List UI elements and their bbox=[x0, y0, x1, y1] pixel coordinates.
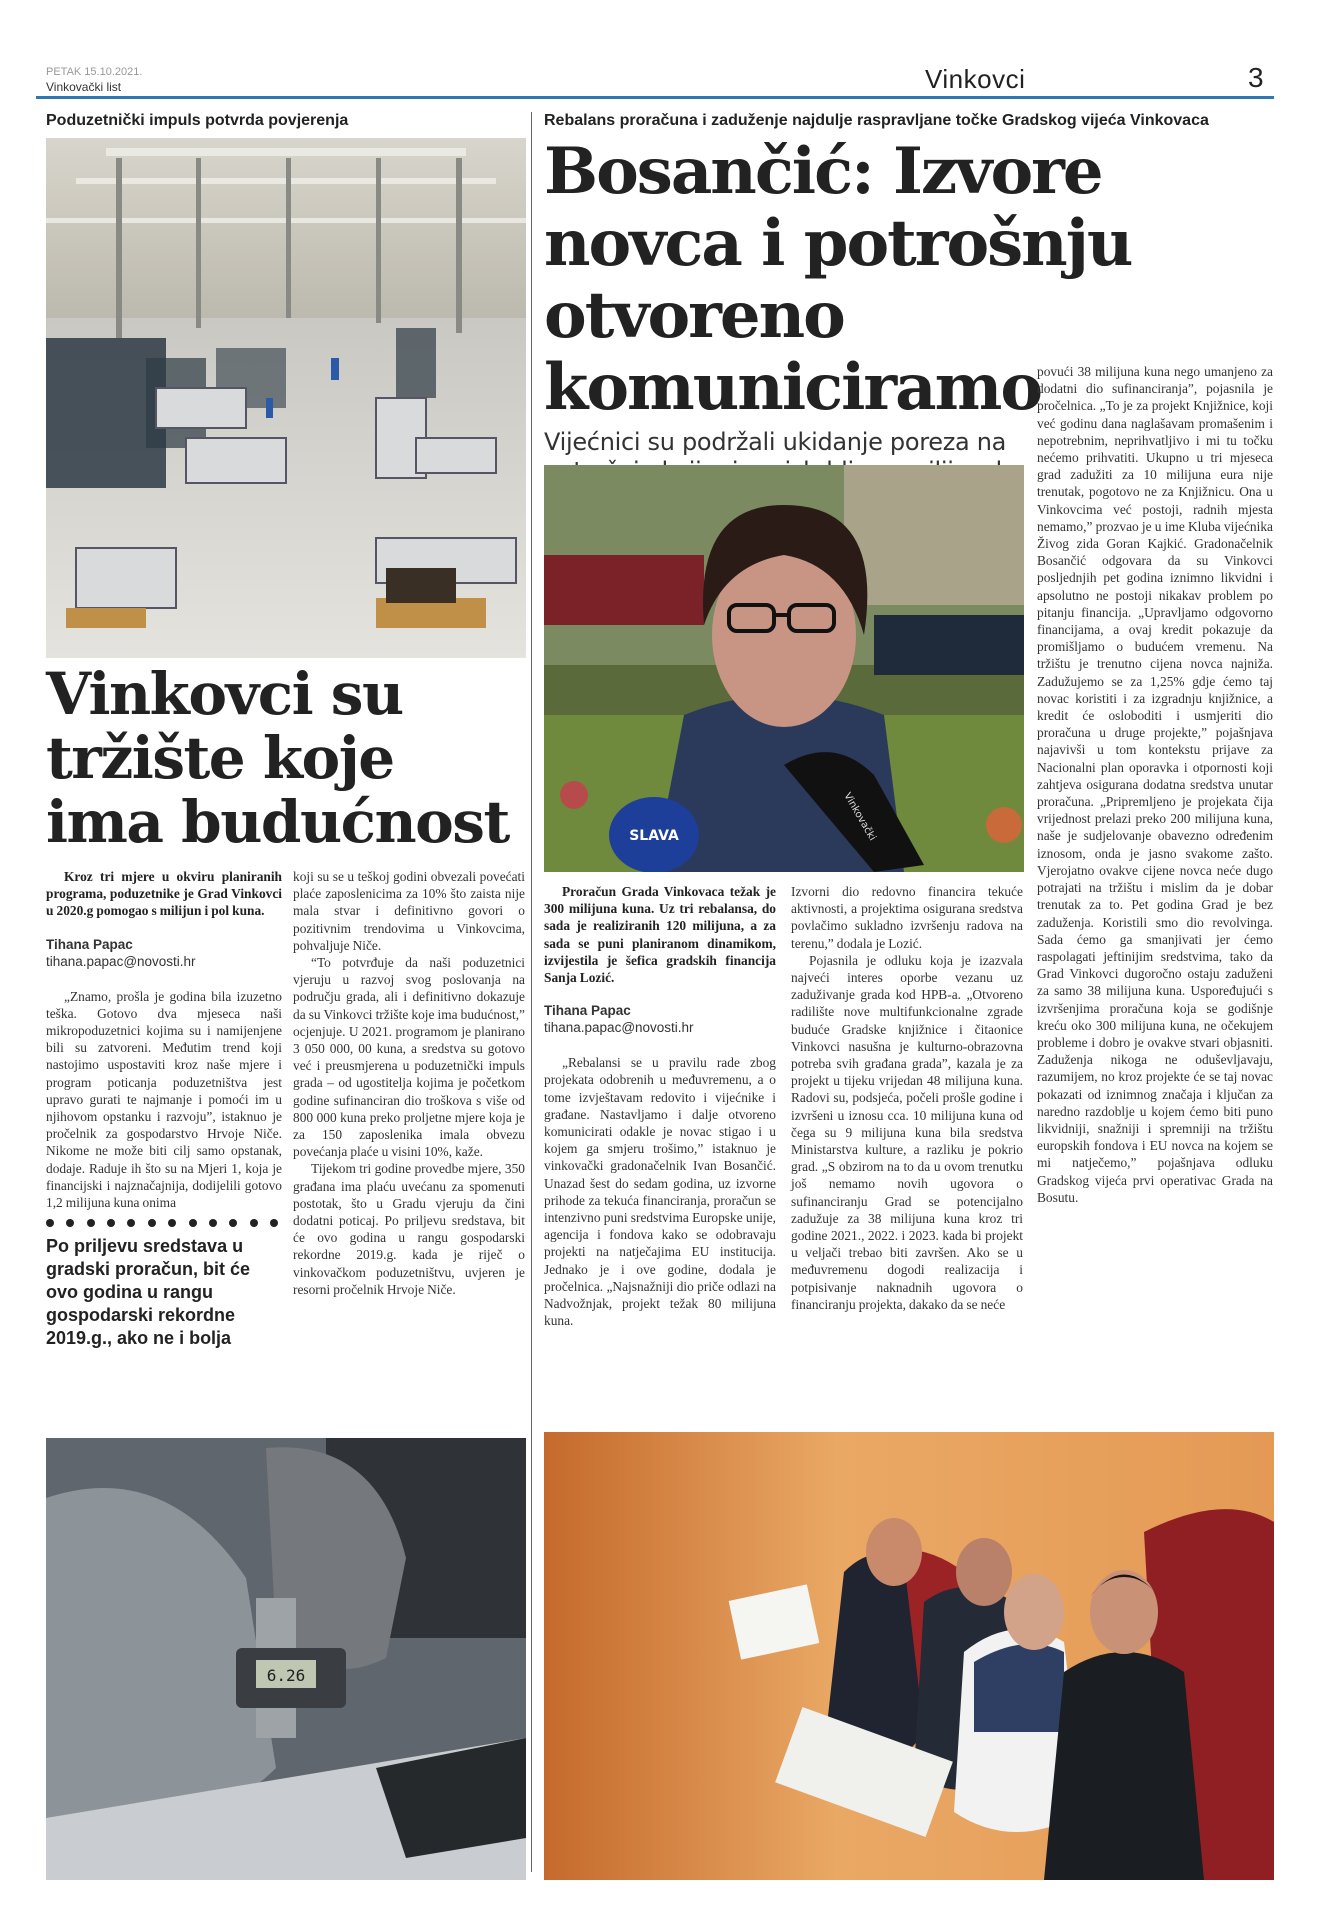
speaker-image bbox=[544, 465, 1024, 872]
left-author: Tihana Papac bbox=[46, 936, 133, 952]
right-title: Bosančić: Izvore novca i potrošnju otvoreno komuniciramo bbox=[544, 134, 1132, 425]
right-paragraph: Izvorni dio redovno financira tekuće aktivnosti, a projektima osigurana sredstva povlačimo sukladno izvršenju radova na terenu,” dodala je Lozić. bbox=[791, 884, 1023, 951]
council-image bbox=[544, 1432, 1274, 1880]
page-number: 3 bbox=[1248, 62, 1264, 93]
dotted-separator bbox=[46, 1219, 278, 1229]
left-col-2 bbox=[293, 868, 525, 1298]
speaker-photo bbox=[544, 465, 1024, 872]
council-photo bbox=[544, 1432, 1274, 1880]
mic-label-vinkovacki: Vinkovački bbox=[841, 791, 878, 843]
left-lead: Kroz tri mjere u okviru planiranih programa, poduzetnike je Grad Vinkovci u 2020.g pomogao s milijun i pol kuna. bbox=[46, 869, 282, 919]
right-paragraph: „Rebalansi se u pravilu rade zbog projekata odobrenih u međuvremenu, a o tome izvještavam redovito i vijećnike i građane. Nastavljamo i dalje otvoreno komunicirati odakle je novac stigao i u kojem ga smjeru trošimo,” istaknuo je vinkovački gradonačelnik Ivan Bosančić. Unazad šest do sedam godina, uz izvorne prihode za tekuća financiranja, proračun se intenzivno puni sredstvima Europske unije, agencija i fondova kako se odobravaju projekti na natječajima EU institucija. Jednako je i ove godine, dodala je pročelnica. „Najsnažniji dio priče odlazi na Nadvožnjak, projekt težak 80 milijuna kuna. bbox=[544, 1055, 776, 1329]
caliper-photo bbox=[46, 1438, 526, 1880]
left-paragraph: koji su se u teškoj godini obvezali povećati plaće zaposlenicima za 10% što zaista nije mala stvar i definitivno govori o pozitivnim trendovima u Vinkovcima, pohvaljuje Niče. bbox=[293, 869, 525, 953]
right-paragraph: Pojasnila je odluku koja je izazvala najveći interes oporbe vezanu uz zaduživanje grada kod HPB-a. „Otvoreno radilište nove multifunkcionalne zgrade buduće Gradske knjižnice i čitaonice Vinkovci nasušna je kulturno-obrazovna potreba svih građana grada”, kazala je za projekt u tijeku vrijedan 48 milijuna kuna. Radovi su, podsjeća, počeli prošle godine i izvršeni u iznosu cca. 10 milijuna kuna od čega su 9 milijuna kuna bila sredstva Ministarstva kulture, a razliku je pokrio grad. „S obzirom na to da u ovom trenutku još nemamo novih ugovora o sufinanciranju Grad se potencijalno zadužuje za 38 milijuna kuna kroz tri godine 2021., 2022. i 2023. kada bi projekt u veljači trebao biti završen. Ako se u međuvremenu dogodi realizacija i potpisivanje naknadnih ugovora o financiranju projekta, dakako da se neće bbox=[791, 952, 1023, 1312]
issue-date: PETAK 15.10.2021. bbox=[46, 66, 143, 78]
factory-photo bbox=[46, 138, 526, 658]
right-col-2 bbox=[791, 883, 1023, 1313]
right-author: Tihana Papac bbox=[544, 1003, 631, 1019]
caliper-readout: 6.26 bbox=[266, 1666, 306, 1685]
left-paragraph: „Znamo, prošla je godina bila izuzetno teška. Gotovo dva mjeseca naši mikropoduzetnici kojima su i namijenjene bili su zatvoreni. Međutim trend koji nastojimo uspostaviti kroz naše mjere i program poticanja poduzetništva jest upravo gurati te najmanje i pomoći im u njihovom opstanku i razvoju”, istaknuo je pročelnik za gospodarstvo Hrvoje Niče. Nikome ne može biti cilj samo opstanak, dodaje. Raduje ih što su na Mjeri 1, koja je financijski i najznačajnija, dodijelili gotovo 1,2 milijuna kuna onima bbox=[46, 988, 282, 1211]
left-title: Vinkovci su tržište koje ima budućnost bbox=[46, 660, 509, 856]
left-col-1 bbox=[46, 868, 282, 1350]
section-title: Vinkovci bbox=[925, 64, 1026, 94]
factory-image bbox=[46, 138, 526, 658]
right-email[interactable]: tihana.papac@novosti.hr bbox=[544, 1020, 694, 1036]
header-rule bbox=[36, 96, 1274, 99]
left-kicker: Poduzetnički impuls potvrda povjerenja bbox=[46, 112, 349, 129]
newspaper-name: Vinkovački list bbox=[46, 80, 122, 94]
right-paragraph: povući 38 milijuna kuna nego umanjeno za dodatni dio sufinanciranja”, pojasnila je pročelnica. „To je za projekt Knjižnice, koji već godinu dana naglašavam promašenim i nepotrebnim, neprihvatljivo i mi tu točku nećemo prihvatiti. Ukupno u tri mjeseca grad zadužiti za 10 milijuna eura nije trenutak, pogotovo ne za Knjižnicu. Ona u Vinkovcima već postoji, radnih mjesta nemamo,” prozvao je u ime Kluba vijećnika Živog zida Goran Kajkić. Gradonačelnik Bosančić odgovara da su Vinkovci posljednjih pet godina iznimno likvidni i apsolutno ne postoji nikakav problem po pitanju financija. „Upravljamo odgovorno financijama, a ovaj kredit pokazuje da promišljamo o budućem vremenu. Na tržištu je trenutno cijena novca najniža. Zadužujemo se za 1,25% gdje ćemo taj novac koristiti i za izgradnju knjižnice, a kredit će osloboditi i usmjeriti dio proračuna u druge projekte,” pojašnjava najavivši u tom kontekstu prijave za Nacionalni plan oporavka i otpornosti koji zahtjeva osigurana dodatna sredstva unutar proračuna. „Pripremljeno je projekata čija vrijednost prelazi preko 200 milijuna kuna, naše je sudjelovanje obavezno određenim iznosom, onda je jasno svakome zašto. Vjerojatno ovakve cijene novca neće dugo potrajati na tržištu i mislim da je dobar trenutak za to. Pet godina Grad je bez zaduženja. Koristili smo dio revolvinga. Sada ćemo ga smanjivati jer ćemo raspolagati jeftinijim sredstvima, tako da Grad Vinkovci dugoročno ostaju zaduženi za samo 38 milijuna kuna. Uspoređujući s izvršenjima proračuna koja se godišnje kreću oko 300 milijuna kuna, ne očekujem probleme i dobro je ovakve stvari objasniti. Zaduženja nikoga ne oduševljavaju, razumijem, no kroz projekte će se taj novac pokazati od iznimnog značaja i ključan za naredno razdoblje u kojem ćemo biti puno likvidniji, snažniji i spremniji na tržištu europskih fondova i EU novca na kojem se mi natječemo,” pojašnjava odluku Gradskog vijeća prvi operativac Grada na Bosutu. bbox=[1037, 364, 1273, 1205]
left-paragraph: Tijekom tri godine provedbe mjere, 350 građana ima plaću uvećanu za spomenuti postotak, što u Gradu vjeruju da čini dodatni poticaj. Po priljevu sredstava, bit će ovo godina u rangu gospodarski rekordne 2019.g. kada je riječ o vinkovačkom poduzetništvu, uvjeren je resorni pročelnik Hrvoje Niče. bbox=[293, 1161, 525, 1297]
left-paragraph: “To potvrđuje da naši poduzetnici vjeruju u razvoj svog poslovanja na području grada, ali i definitivno dokazuje da su Vinkovci tržište koje ima budućnost,” ocjenjuje. U 2021. programom je planirano 3 050 000, 00 kuna, a sredstva su gotovo već i preusmjerena u poduzetnički impuls grada – od ugostitelja kojima je početkom godine sufinanciran dio troškova s više od 800 000 kuna preko proljetne mjere koja je za 150 zaposlenika imala obvezu povećanja plaće u visini 10%, kaže. bbox=[293, 955, 525, 1160]
caliper-image bbox=[46, 1438, 526, 1880]
pull-quote: Po priljevu sredstava u gradski proračun, bit će ovo godina u rangu gospodarski rekordne 2019.g., ako ne i bolja bbox=[46, 1236, 251, 1349]
column-divider bbox=[531, 112, 532, 1872]
right-lead: Proračun Grada Vinkovaca težak je 300 milijuna kuna. Uz tri rebalansa, do sada je realiziranih 120 milijuna, a za sada se puni planiranom dinamikom, izvijestila je šefica gradskih financija Sanja Lozić. bbox=[544, 884, 776, 986]
right-col-3 bbox=[1037, 363, 1273, 1206]
right-col-1 bbox=[544, 883, 776, 1329]
mic-label-slava: SLAVA bbox=[629, 828, 679, 844]
right-subhead: Vijećnici su podržali ukidanje poreza na bbox=[544, 428, 1007, 456]
left-email[interactable]: tihana.papac@novosti.hr bbox=[46, 953, 196, 969]
right-kicker: Rebalans proračuna i zaduženje najdulje raspravljane točke Gradskog vijeća Vinkovaca bbox=[544, 112, 1209, 129]
